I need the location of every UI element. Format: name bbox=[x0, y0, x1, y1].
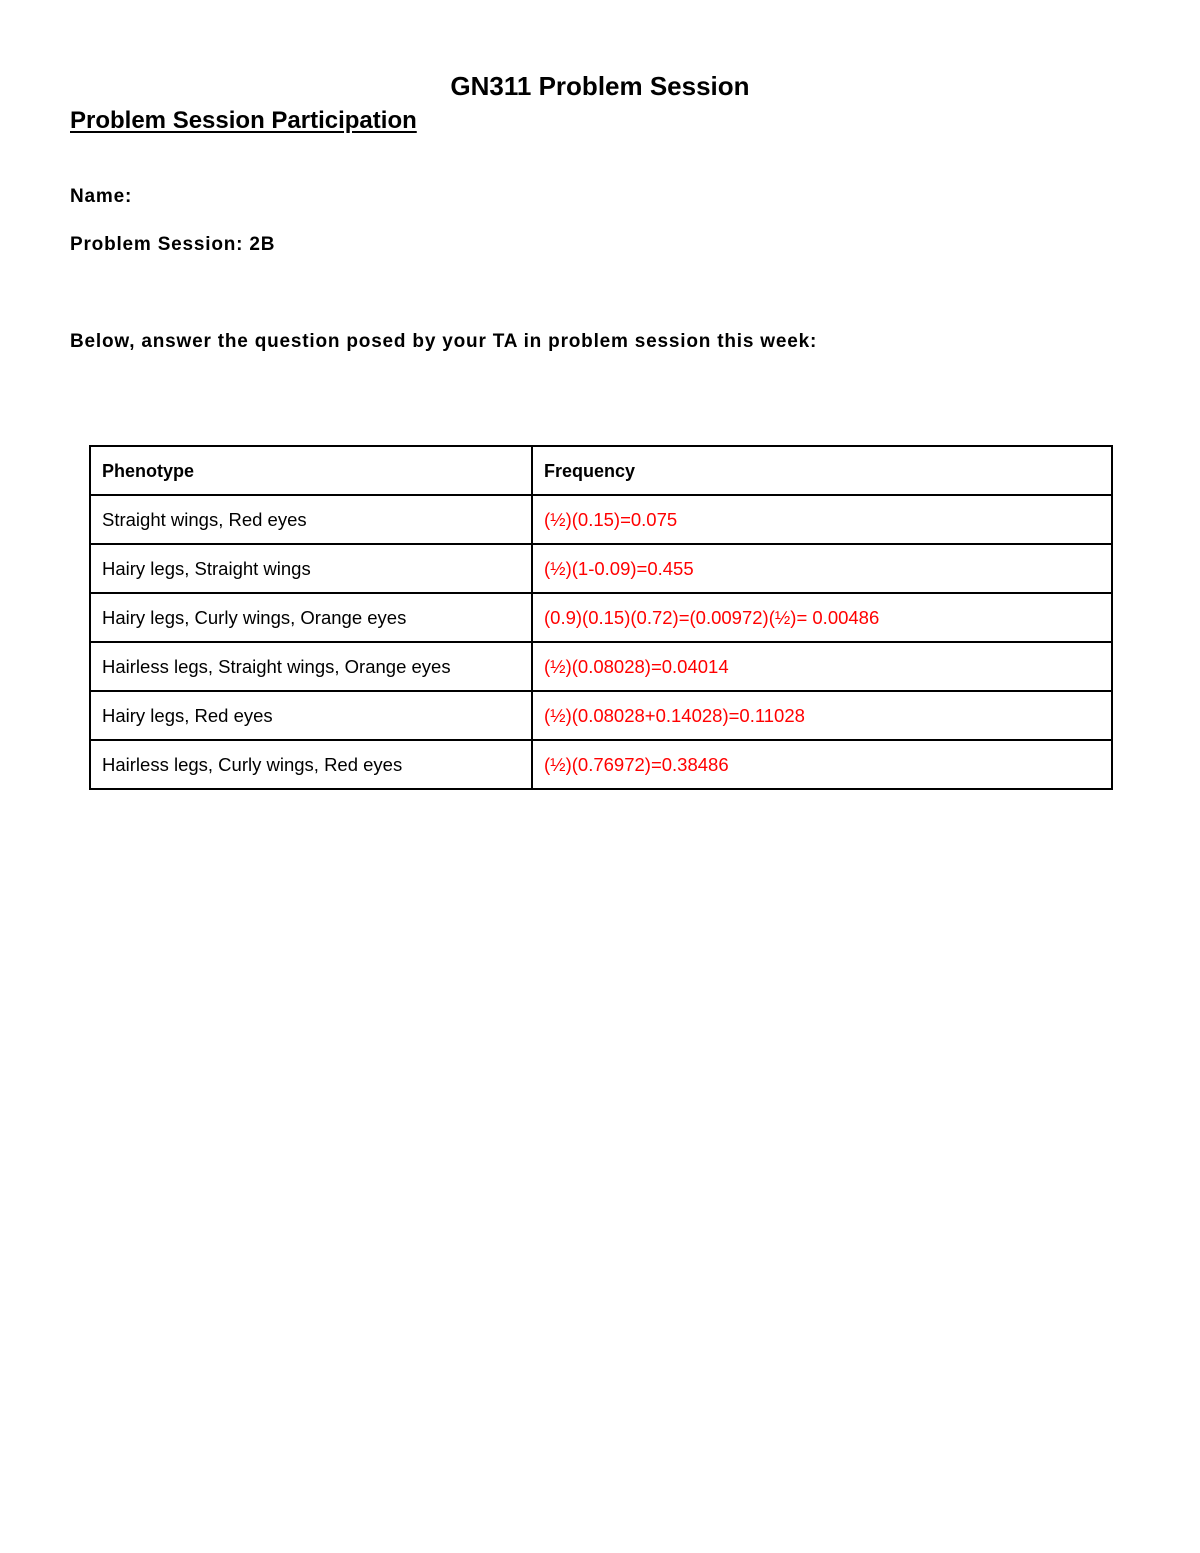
table-row bbox=[90, 642, 1112, 691]
header-frequency: Frequency bbox=[532, 446, 1112, 495]
problem-session-label: Problem Session: 2B bbox=[70, 234, 276, 255]
frequency-cell: (½)(0.08028)=0.04014 bbox=[532, 642, 1112, 691]
phenotype-cell: Hairy legs, Straight wings bbox=[90, 544, 532, 593]
table-row bbox=[90, 495, 1112, 544]
phenotype-cell: Hairy legs, Red eyes bbox=[90, 691, 532, 740]
table-row bbox=[90, 544, 1112, 593]
phenotype-frequency-table bbox=[89, 445, 1113, 790]
phenotype-cell: Straight wings, Red eyes bbox=[90, 495, 532, 544]
table-row bbox=[90, 740, 1112, 789]
frequency-cell: (0.9)(0.15)(0.72)=(0.00972)(½)= 0.00486 bbox=[532, 593, 1112, 642]
header-phenotype: Phenotype bbox=[90, 446, 532, 495]
phenotype-cell: Hairless legs, Curly wings, Red eyes bbox=[90, 740, 532, 789]
frequency-cell: (½)(0.08028+0.14028)=0.11028 bbox=[532, 691, 1112, 740]
frequency-cell: (½)(1-0.09)=0.455 bbox=[532, 544, 1112, 593]
page-subtitle: Problem Session Participation bbox=[70, 107, 417, 134]
phenotype-cell: Hairless legs, Straight wings, Orange eyes bbox=[90, 642, 532, 691]
table-header-row bbox=[90, 446, 1112, 495]
table-row bbox=[90, 593, 1112, 642]
name-label: Name: bbox=[70, 186, 133, 207]
phenotype-frequency-table-wrapper bbox=[89, 445, 1111, 790]
phenotype-cell: Hairy legs, Curly wings, Orange eyes bbox=[90, 593, 532, 642]
table-row bbox=[90, 691, 1112, 740]
page-title: GN311 Problem Session bbox=[450, 71, 750, 101]
frequency-cell: (½)(0.15)=0.075 bbox=[532, 495, 1112, 544]
question-prompt: Below, answer the question posed by your TA in problem session this week: bbox=[70, 331, 818, 352]
frequency-cell: (½)(0.76972)=0.38486 bbox=[532, 740, 1112, 789]
